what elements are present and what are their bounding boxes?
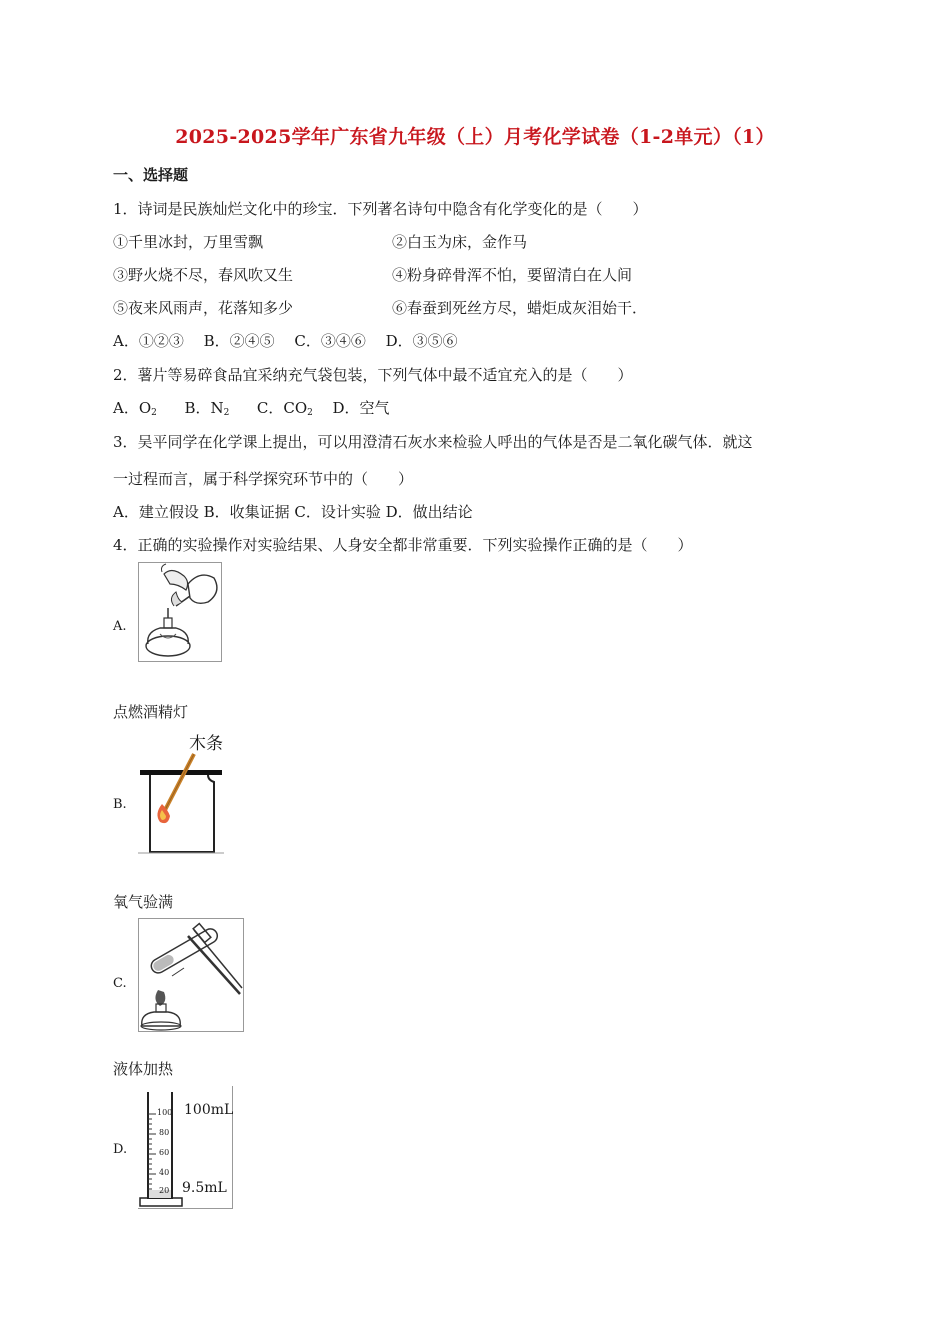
q2-option-a: A．O: [113, 399, 152, 417]
measuring-cylinder-figure: [138, 1086, 233, 1209]
cylinder-capacity-label: 100mL: [184, 1102, 234, 1118]
q4-option-a-caption: 点燃酒精灯: [113, 703, 189, 721]
q3-options: A．建立假设 B．收集证据 C．设计实验 D．做出结论: [113, 503, 473, 521]
page-title: 2025-2025学年广东省九年级（上）月考化学试卷（1-2单元）（1）: [175, 126, 775, 148]
q1-item-5: ⑤夜来风雨声，花落知多少: [113, 299, 294, 317]
q2-option-c: C．CO: [256, 399, 308, 417]
cylinder-tick-60: 60: [159, 1148, 170, 1157]
q1-options: A．①②③ B．②④⑤ C．③④⑥ D．③⑤⑥: [113, 332, 458, 350]
q1-item-6: ⑥春蚕到死丝方尽，蜡炬成灰泪始干．: [392, 299, 648, 317]
section-heading: 一、选择题: [113, 166, 189, 184]
q2-option-b-subscript: 2: [223, 408, 230, 418]
q4-option-b-caption: 氧气验满: [113, 893, 174, 911]
q1-item-4: ④粉身碎骨浑不怕，要留清白在人间: [392, 266, 633, 284]
liquid-heating-figure: [138, 918, 244, 1032]
cylinder-volume-label: 9.5mL: [182, 1180, 227, 1196]
q4-option-c-letter: C.: [113, 976, 127, 991]
q4-option-a-letter: A.: [113, 619, 127, 634]
cylinder-tick-20: 20: [159, 1186, 170, 1195]
q4-option-c-caption: 液体加热: [113, 1060, 174, 1078]
q4-option-d-letter: D.: [113, 1142, 128, 1157]
oxygen-full-test-figure: [138, 750, 224, 854]
lighting-alcohol-lamp-figure: [138, 562, 222, 662]
q2-option-a-subscript: 2: [151, 408, 157, 418]
question-4-stem: 4．正确的实验操作对实验结果、人身安全都非常重要．下列实验操作正确的是（ ）: [113, 536, 693, 554]
cylinder-tick-80: 80: [159, 1128, 170, 1137]
q2-option-b: B．N: [184, 399, 224, 417]
q2-options: [113, 397, 389, 418]
q1-item-2: ②白玉为床，金作马: [392, 233, 528, 251]
q2-option-d: D．空气: [332, 399, 390, 417]
question-1-stem: 1．诗词是民族灿烂文化中的珍宝．下列著名诗句中隐含有化学变化的是（ ）: [113, 200, 648, 218]
q1-item-1: ①千里冰封，万里雪飘: [113, 233, 264, 251]
cylinder-tick-100: 100: [157, 1108, 173, 1117]
q1-item-3: ③野火烧不尽，春风吹又生: [113, 266, 294, 284]
wood-splint-label: 木条: [189, 734, 223, 754]
cylinder-tick-40: 40: [159, 1168, 170, 1177]
q4-option-b-letter: B.: [113, 797, 127, 812]
question-3-stem-line-2: 一过程而言，属于科学探究环节中的（ ）: [113, 470, 414, 488]
q2-option-c-subscript: 2: [307, 408, 313, 418]
question-2-stem: 2．薯片等易碎食品宜采纳充气袋包装，下列气体中最不适宜充入的是（ ）: [113, 366, 633, 384]
question-3-stem-line-1: 3．吴平同学在化学课上提出，可以用澄清石灰水来检验人呼出的气体是否是二氧化碳气体．就这: [113, 433, 753, 451]
